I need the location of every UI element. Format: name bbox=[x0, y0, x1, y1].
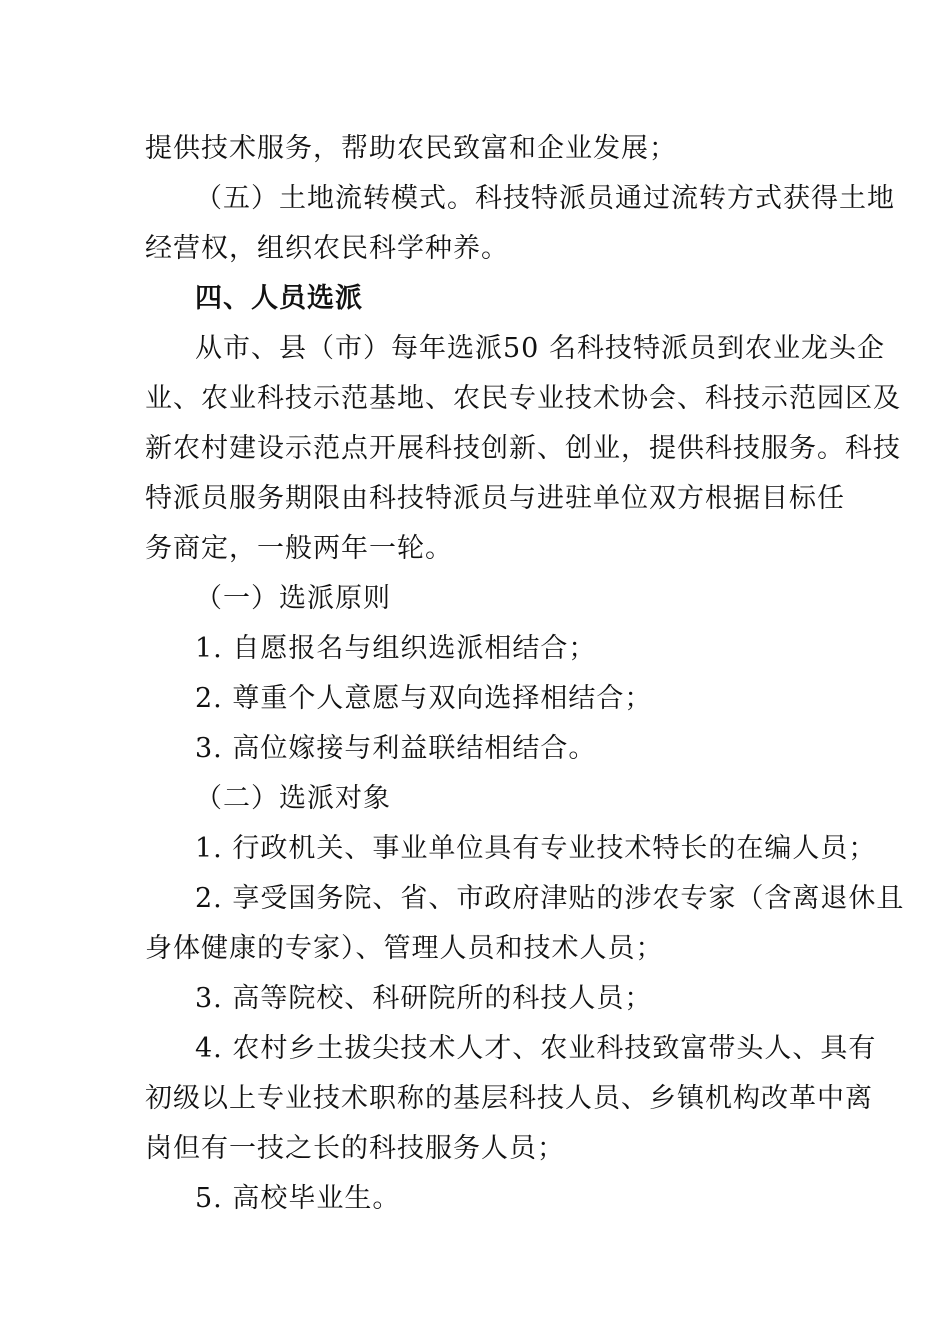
list-item: 2. 享受国务院、省、市政府津贴的涉农专家（含离退休且 bbox=[195, 883, 905, 914]
list-item-continuation: 初级以上专业技术职称的基层科技人员、乡镇机构改革中离 bbox=[145, 1083, 873, 1114]
paragraph-line: 提供技术服务，帮助农民致富和企业发展； bbox=[145, 133, 677, 164]
paragraph-line: 从市、县（市）每年选派50 名科技特派员到农业龙头企 bbox=[195, 333, 885, 364]
paragraph-line: 务商定，一般两年一轮。 bbox=[145, 533, 453, 564]
paragraph-line: 业、农业科技示范基地、农民专业技术协会、科技示范园区及 bbox=[145, 383, 901, 414]
list-item-continuation: 身体健康的专家）、管理人员和技术人员； bbox=[145, 933, 664, 964]
list-item: 4. 农村乡土拔尖技术人才、农业科技致富带头人、具有 bbox=[195, 1033, 877, 1064]
paragraph-line: 经营权，组织农民科学种养。 bbox=[145, 233, 509, 264]
subsection-heading: （二）选派对象 bbox=[195, 783, 391, 814]
paragraph-line: （五）土地流转模式。科技特派员通过流转方式获得土地 bbox=[195, 183, 895, 214]
paragraph-line: 新农村建设示范点开展科技创新、创业，提供科技服务。科技 bbox=[145, 433, 901, 464]
list-item: 3. 高等院校、科研院所的科技人员； bbox=[195, 983, 653, 1014]
list-item: 3. 高位嫁接与利益联结相结合。 bbox=[195, 733, 597, 764]
list-item: 2. 尊重个人意愿与双向选择相结合； bbox=[195, 683, 653, 714]
section-heading: 四、人员选派 bbox=[195, 283, 363, 314]
paragraph-line: 特派员服务期限由科技特派员与进驻单位双方根据目标任 bbox=[145, 483, 845, 514]
list-item: 5. 高校毕业生。 bbox=[195, 1183, 401, 1214]
list-item: 1. 行政机关、事业单位具有专业技术特长的在编人员； bbox=[195, 833, 877, 864]
list-item: 1. 自愿报名与组织选派相结合； bbox=[195, 633, 597, 664]
subsection-heading: （一）选派原则 bbox=[195, 583, 391, 614]
list-item-continuation: 岗但有一技之长的科技服务人员； bbox=[145, 1133, 565, 1164]
